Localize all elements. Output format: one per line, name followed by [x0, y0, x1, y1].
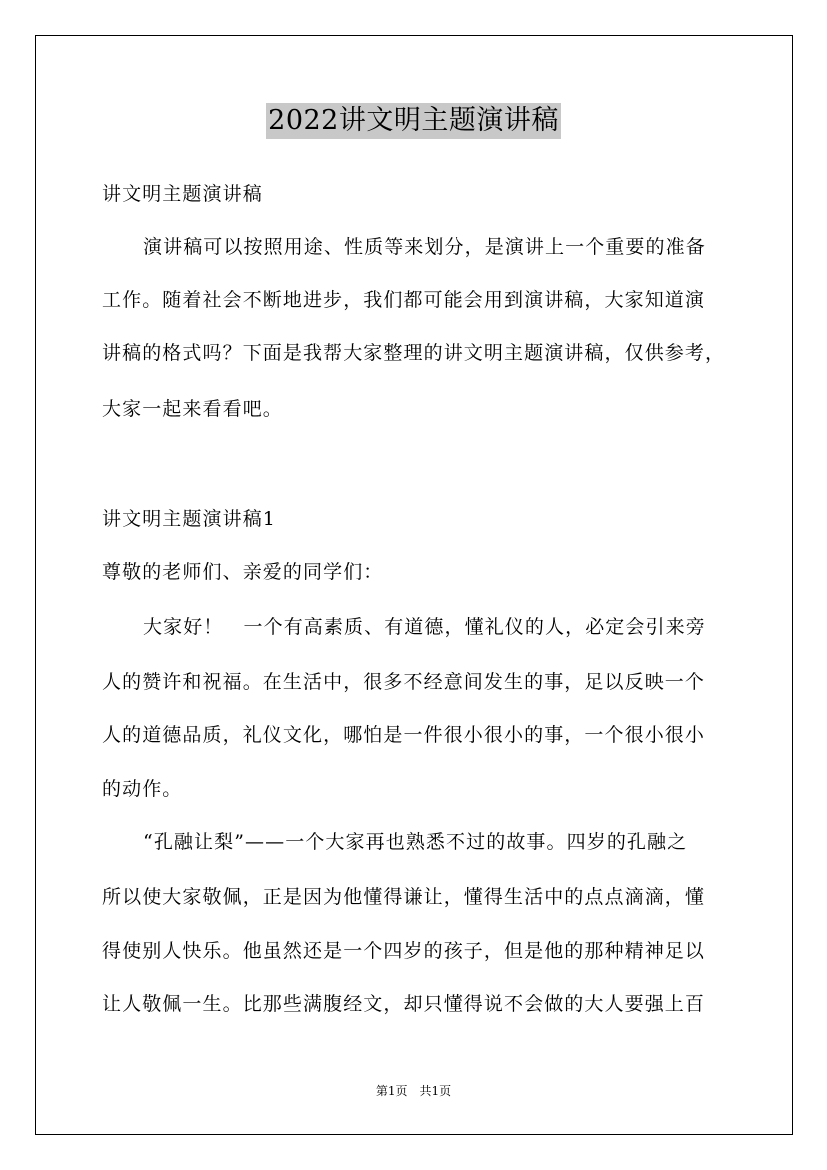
section-heading: 讲文明主题演讲稿1 — [102, 508, 276, 530]
paragraph-line: 得使别人快乐。他虽然还是一个四岁的孩子，但是他的那种精神足以 — [102, 940, 706, 962]
paragraph-line: 人的赞许和祝福。在生活中，很多不经意间发生的事，足以反映一个 — [102, 671, 706, 693]
intro-line: 大家一起来看看吧。 — [102, 398, 283, 420]
document-title[interactable]: 2022讲文明主题演讲稿 — [266, 103, 561, 139]
paragraph-line: 的动作。 — [102, 778, 183, 800]
intro-line: 讲稿的格式吗？下面是我帮大家整理的讲文明主题演讲稿，仅供参考， — [102, 342, 726, 364]
paragraph-line: 所以使大家敬佩，正是因为他懂得谦让，懂得生活中的点点滴滴，懂 — [102, 886, 706, 908]
subtitle: 讲文明主题演讲稿 — [102, 183, 263, 205]
page-footer: 第1页 共1页 — [375, 1084, 452, 1098]
intro-line: 工作。随着社会不断地进步，我们都可能会用到演讲稿，大家知道演 — [102, 289, 706, 311]
paragraph-line: 让人敬佩一生。比那些满腹经文，却只懂得说不会做的大人要强上百 — [102, 993, 706, 1015]
intro-line: 演讲稿可以按照用途、性质等来划分，是演讲上一个重要的准备 — [143, 236, 706, 258]
paragraph-line: 人的道德品质，礼仪文化，哪怕是一件很小很小的事，一个很小很小 — [102, 724, 706, 746]
paragraph-line: 大家好！ 一个有高素质、有道德，懂礼仪的人，必定会引来旁 — [143, 616, 706, 638]
title-container — [0, 103, 827, 139]
paragraph-line: “孔融让梨”——一个大家再也熟悉不过的故事。四岁的孔融之 — [143, 831, 688, 853]
greeting: 尊敬的老师们、亲爱的同学们： — [102, 561, 384, 583]
